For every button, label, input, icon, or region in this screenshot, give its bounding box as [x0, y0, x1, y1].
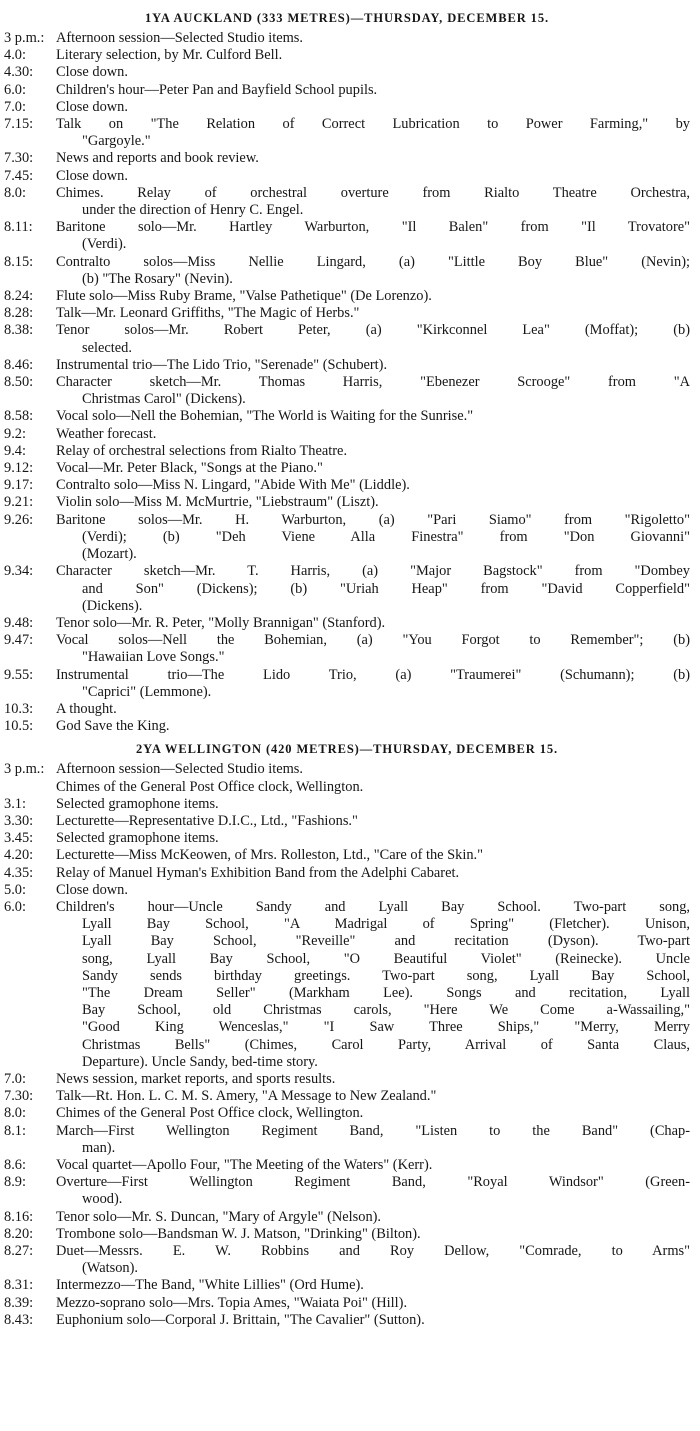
entry-time: 7.45: — [4, 167, 34, 184]
entry-time: 9.34: — [4, 563, 34, 580]
entry-line: News and reports and book review. — [56, 150, 259, 167]
entry-time — [4, 779, 56, 796]
entry-line: Literary selection, by Mr. Culford Bell. — [56, 47, 283, 64]
entry-time: 8.43: — [4, 1311, 34, 1328]
programme-entry — [4, 460, 690, 477]
entry-description — [56, 443, 690, 460]
entry-description — [56, 512, 690, 564]
entry-line: selected. — [82, 339, 132, 356]
entry-line: Close down. — [56, 167, 128, 184]
programme-entry — [4, 667, 690, 701]
entry-line: Flute solo—Miss Ruby Brame, "Valse Pathetique" (De Lorenzo). — [56, 288, 432, 305]
entry-line: Close down. — [56, 98, 128, 115]
station-heading: 2YA WELLINGTON (420 METRES)—THURSDAY, DECEMBER 15. — [135, 742, 559, 757]
entry-time: 3.1: — [4, 795, 26, 812]
entry-time: 7.30: — [4, 1088, 34, 1105]
entry-time: 9.48: — [4, 614, 34, 631]
entry-line: Tenor solo—Mr. R. Peter, "Molly Brannigan" (Stanford). — [56, 614, 386, 631]
programme-entry — [4, 426, 690, 443]
entry-line: Baritone solos—Mr. H. Warburton, (a) "Pari Siamo" from "Rigoletto" — [56, 511, 690, 528]
programme-entry — [4, 830, 690, 847]
programme-entry — [4, 408, 690, 425]
entry-description — [56, 563, 690, 615]
programme-entry — [4, 796, 690, 813]
entry-line: Euphonium solo—Corporal J. Brittain, "The Cavalier" (Sutton). — [56, 1311, 425, 1328]
entry-description — [56, 1209, 690, 1226]
entry-time: 8.11: — [4, 219, 33, 236]
programme-entry — [4, 615, 690, 632]
programme-entry — [4, 219, 690, 253]
entry-time: 9.47: — [4, 632, 34, 649]
entry-description — [56, 1174, 690, 1208]
entry-description — [56, 632, 690, 666]
programme-entry — [4, 1174, 690, 1208]
entry-time: 6.0: — [4, 898, 26, 915]
entry-line: Contralto solos—Miss Nellie Lingard, (a) "Little Boy Blue" (Nevin); — [56, 253, 690, 270]
entry-time: 7.30: — [4, 150, 34, 167]
entry-line: Baritone solo—Mr. Hartley Warburton, "Il Balen" from "Il Trovatore" — [56, 219, 690, 236]
entry-description — [56, 99, 690, 116]
entry-description — [56, 796, 690, 813]
entry-line: Tenor solo—Mr. S. Duncan, "Mary of Argyle" (Nelson). — [56, 1208, 382, 1225]
entry-description — [56, 1157, 690, 1174]
entry-time: 8.20: — [4, 1225, 34, 1242]
entry-line: Talk on "The Relation of Correct Lubrication to Power Farming," by — [56, 116, 690, 133]
entry-time: 8.39: — [4, 1294, 34, 1311]
entry-description — [56, 254, 690, 288]
entry-time: 10.3: — [4, 700, 34, 717]
entry-description — [56, 357, 690, 374]
entry-description — [56, 813, 690, 830]
entry-description — [56, 322, 690, 356]
entry-line: Christmas Bells" (Chimes, Carol Party, Arrival of Santa Claus, — [82, 1036, 690, 1053]
entry-line: Vocal solo—Nell the Bohemian, "The World is Waiting for the Sunrise." — [56, 408, 474, 425]
programme-entry — [4, 1226, 690, 1243]
entry-line: Weather forecast. — [56, 425, 157, 442]
entry-description — [56, 1295, 690, 1312]
entry-time: 10.5: — [4, 718, 34, 735]
entry-time: 8.1: — [4, 1122, 26, 1139]
entry-time: 9.2: — [4, 425, 26, 442]
entry-line: Trombone solo—Bandsman W. J. Matson, "Drinking" (Bilton). — [56, 1225, 421, 1242]
programme-entry — [4, 1209, 690, 1226]
programme-entry — [4, 632, 690, 666]
entry-description — [56, 47, 690, 64]
entry-description — [56, 64, 690, 81]
entry-description — [56, 150, 690, 167]
entry-time: 8.0: — [4, 1105, 26, 1122]
entry-line: (Mozart). — [82, 546, 137, 563]
entry-line: Relay of orchestral selections from Rialto Theatre. — [56, 442, 348, 459]
entry-description — [56, 701, 690, 718]
entry-description — [56, 1088, 690, 1105]
programme-entry — [4, 761, 690, 778]
programme-entry — [4, 847, 690, 864]
entry-description — [56, 426, 690, 443]
entry-line: Chimes of the General Post Office clock, Wellington. — [56, 1105, 364, 1122]
entry-line: Lyall Bay School, "Reveille" and recitation (Dyson). Two-part — [82, 933, 690, 950]
entry-line: Character sketch—Mr. T. Harris, (a) "Major Bagstock" from "Dombey — [56, 563, 690, 580]
programme-entry — [4, 882, 690, 899]
entry-line: Sandy sends birthday greetings. Two-part song, Lyall Bay School, — [82, 967, 690, 984]
entry-time: 9.55: — [4, 666, 34, 683]
entry-line: "Hawaiian Love Songs." — [82, 649, 225, 666]
entry-line: (Dickens). — [82, 597, 143, 614]
entry-time: 8.46: — [4, 356, 34, 373]
entry-line: A thought. — [56, 700, 117, 717]
programme-entry — [4, 477, 690, 494]
programme-entry — [4, 99, 690, 116]
entry-description — [56, 899, 690, 1071]
entry-time: 4.30: — [4, 64, 34, 81]
programme-entry — [4, 374, 690, 408]
entry-line: Relay of Manuel Hyman's Exhibition Band from the Adelphi Cabaret. — [56, 864, 460, 881]
wellington-programme — [4, 739, 690, 1329]
entry-line: Tenor solos—Mr. Robert Peter, (a) "Kirkconnel Lea" (Moffat); (b) — [56, 322, 690, 339]
entry-line: man). — [82, 1139, 116, 1156]
entry-description — [56, 1226, 690, 1243]
programme-entry — [4, 322, 690, 356]
entry-line: Chimes. Relay of orchestral overture from Rialto Theatre Orchestra, — [56, 184, 690, 201]
programme-entry — [4, 1071, 690, 1088]
entry-description — [56, 847, 690, 864]
programme-entry — [4, 779, 690, 796]
entry-description — [56, 168, 690, 185]
programme-list — [4, 30, 690, 735]
programme-entry — [4, 1312, 690, 1329]
programme-entry — [4, 899, 690, 1071]
entry-line: Instrumental trio—The Lido Trio, (a) "Traumerei" (Schumann); (b) — [56, 666, 690, 683]
entry-line: Instrumental trio—The Lido Trio, "Serenade" (Schubert). — [56, 356, 388, 373]
entry-time: 4.0: — [4, 47, 26, 64]
entry-description — [56, 305, 690, 322]
entry-description — [56, 761, 690, 778]
entry-line: Contralto solo—Miss N. Lingard, "Abide With Me" (Liddle). — [56, 477, 410, 494]
programme-entry — [4, 150, 690, 167]
programme-entry — [4, 563, 690, 615]
programme-entry — [4, 47, 690, 64]
entry-line: (Watson). — [82, 1260, 138, 1277]
entry-line: Overture—First Wellington Regiment Band, "Royal Windsor" (Green- — [56, 1174, 690, 1191]
entry-line: Talk—Mr. Leonard Griffiths, "The Magic of Herbs." — [56, 305, 360, 322]
entry-time: 3.45: — [4, 830, 34, 847]
programme-entry — [4, 288, 690, 305]
entry-time: 7.0: — [4, 1070, 26, 1087]
entry-line: Violin solo—Miss M. McMurtrie, "Liebstraum" (Liszt). — [56, 494, 379, 511]
programme-entry — [4, 1243, 690, 1277]
entry-time: 3 p.m.: — [4, 761, 45, 778]
entry-line: wood). — [82, 1191, 123, 1208]
entry-time: 3 p.m.: — [4, 30, 45, 46]
entry-description — [56, 30, 690, 47]
entry-line: (Verdi). — [82, 236, 127, 253]
entry-line: March—First Wellington Regiment Band, "Listen to the Band" (Chap- — [56, 1122, 690, 1139]
entry-line: Lyall Bay School, "A Madrigal of Spring" (Fletcher). Unison, — [82, 916, 690, 933]
programme-entry — [4, 305, 690, 322]
entry-line: Bay School, old Christmas carols, "Here We Come a-Wassailing," — [82, 1002, 690, 1019]
entry-line: Afternoon session—Selected Studio items. — [56, 30, 304, 46]
entry-description — [56, 718, 690, 735]
entry-time: 8.27: — [4, 1243, 34, 1260]
programme-entry — [4, 116, 690, 150]
entry-line: Afternoon session—Selected Studio items. — [56, 761, 304, 778]
entry-line: News session, market reports, and sports results. — [56, 1070, 336, 1087]
entry-line: Christmas Carol" (Dickens). — [82, 391, 246, 408]
programme-list — [4, 761, 690, 1329]
entry-description — [56, 1105, 690, 1122]
entry-time: 4.35: — [4, 864, 34, 881]
entry-description — [56, 494, 690, 511]
programme-entry — [4, 494, 690, 511]
programme-entry — [4, 1277, 690, 1294]
entry-line: Children's hour—Uncle Sandy and Lyall Bay School. Two-part song, — [56, 898, 690, 915]
entry-line: "The Dream Seller" (Markham Lee). Songs and recitation, Lyall — [82, 984, 690, 1001]
entry-time: 8.6: — [4, 1157, 26, 1173]
entry-line: "Caprici" (Lemmone). — [82, 683, 212, 700]
entry-line: Close down. — [56, 881, 128, 898]
entry-description — [56, 288, 690, 305]
entry-line: (Verdi); (b) "Deh Viene Alla Finestra" from "Don Giovanni" — [82, 528, 690, 545]
entry-line: Intermezzo—The Band, "White Lillies" (Ord Hume). — [56, 1277, 364, 1294]
entry-time: 8.28: — [4, 305, 34, 322]
entry-line: Close down. — [56, 64, 128, 81]
programme-entry — [4, 1105, 690, 1122]
entry-line: Lecturette—Representative D.I.C., Ltd., "Fashions." — [56, 812, 358, 829]
entry-time: 8.15: — [4, 253, 34, 270]
programme-entry — [4, 30, 690, 47]
entry-description — [56, 374, 690, 408]
entry-time: 6.0: — [4, 81, 26, 98]
entry-line: Vocal solos—Nell the Bohemian, (a) "You Forgot to Remember"; (b) — [56, 632, 690, 649]
entry-description — [56, 779, 690, 796]
programme-entry — [4, 254, 690, 288]
programme-entry — [4, 512, 690, 564]
programme-entry — [4, 865, 690, 882]
entry-time: 8.9: — [4, 1174, 26, 1191]
programme-entry — [4, 1123, 690, 1157]
entry-line: and Son" (Dickens); (b) "Uriah Heap" from "David Copperfield" — [82, 580, 690, 597]
entry-line: Selected gramophone items. — [56, 795, 219, 812]
entry-time: 8.50: — [4, 374, 34, 391]
entry-description — [56, 477, 690, 494]
entry-description — [56, 408, 690, 425]
entry-line: God Save the King. — [56, 718, 170, 735]
station-heading: 1YA AUCKLAND (333 METRES)—THURSDAY, DECEMBER 15. — [144, 11, 550, 25]
programme-entry — [4, 443, 690, 460]
entry-time: 5.0: — [4, 881, 26, 898]
entry-description — [56, 82, 690, 99]
programme-entry — [4, 701, 690, 718]
entry-description — [56, 615, 690, 632]
entry-description — [56, 1243, 690, 1277]
entry-description — [56, 1071, 690, 1088]
programme-entry — [4, 185, 690, 219]
entry-line: Lecturette—Miss McKeowen, of Mrs. Rolleston, Ltd., "Care of the Skin." — [56, 847, 484, 864]
entry-description — [56, 882, 690, 899]
entry-line: under the direction of Henry C. Engel. — [82, 202, 304, 219]
programme-entry — [4, 1157, 690, 1174]
entry-time: 8.24: — [4, 288, 34, 305]
entry-time: 9.17: — [4, 477, 34, 494]
entry-description — [56, 116, 690, 150]
programme-entry — [4, 813, 690, 830]
entry-time: 8.31: — [4, 1277, 34, 1294]
entry-time: 8.16: — [4, 1208, 34, 1225]
programme-entry — [4, 1295, 690, 1312]
entry-time: 3.30: — [4, 812, 34, 829]
entry-description — [56, 1312, 690, 1329]
entry-description — [56, 185, 690, 219]
entry-description — [56, 1277, 690, 1294]
entry-description — [56, 865, 690, 882]
entry-time: 4.20: — [4, 847, 34, 864]
entry-description — [56, 667, 690, 701]
entry-description — [56, 219, 690, 253]
entry-line: song, Lyall Bay School, "O Beautiful Violet" (Reinecke). Uncle — [82, 950, 690, 967]
entry-line: Vocal quartet—Apollo Four, "The Meeting of the Waters" (Kerr). — [56, 1157, 433, 1173]
entry-time: 8.38: — [4, 322, 34, 339]
entry-time: 9.21: — [4, 494, 34, 511]
entry-time: 8.58: — [4, 408, 34, 425]
entry-description — [56, 460, 690, 477]
entry-time: 9.4: — [4, 442, 26, 459]
programme-entry — [4, 168, 690, 185]
entry-line: Mezzo-soprano solo—Mrs. Topia Ames, "Waiata Poi" (Hill). — [56, 1294, 408, 1311]
entry-line: Children's hour—Peter Pan and Bayfield School pupils. — [56, 81, 378, 98]
entry-time: 9.12: — [4, 460, 34, 477]
entry-line: Duet—Messrs. E. W. Robbins and Roy Dellow, "Comrade, to Arms" — [56, 1243, 690, 1260]
programme-entry — [4, 82, 690, 99]
programme-entry — [4, 64, 690, 81]
entry-line: Departure). Uncle Sandy, bed-time story. — [82, 1053, 318, 1070]
entry-line: "Gargoyle." — [82, 133, 151, 150]
auckland-programme — [4, 8, 690, 735]
programme-entry — [4, 718, 690, 735]
entry-time: 9.26: — [4, 511, 34, 528]
entry-line: Selected gramophone items. — [56, 830, 219, 847]
entry-time: 7.0: — [4, 98, 26, 115]
entry-line: Talk—Rt. Hon. L. C. M. S. Amery, "A Message to New Zealand." — [56, 1088, 437, 1105]
entry-line: Character sketch—Mr. Thomas Harris, "Ebenezer Scrooge" from "A — [56, 374, 690, 391]
entry-time: 7.15: — [4, 116, 34, 133]
programme-entry — [4, 1088, 690, 1105]
entry-line: (b) "The Rosary" (Nevin). — [82, 270, 233, 287]
entry-line: "Good King Wenceslas," "I Saw Three Ships," "Merry, Merry — [82, 1019, 690, 1036]
programme-entry — [4, 357, 690, 374]
entry-time: 8.0: — [4, 184, 26, 201]
entry-description — [56, 830, 690, 847]
entry-line: Vocal—Mr. Peter Black, "Songs at the Piano." — [56, 460, 323, 477]
entry-line: Chimes of the General Post Office clock, Wellington. — [56, 778, 364, 795]
entry-description — [56, 1123, 690, 1157]
